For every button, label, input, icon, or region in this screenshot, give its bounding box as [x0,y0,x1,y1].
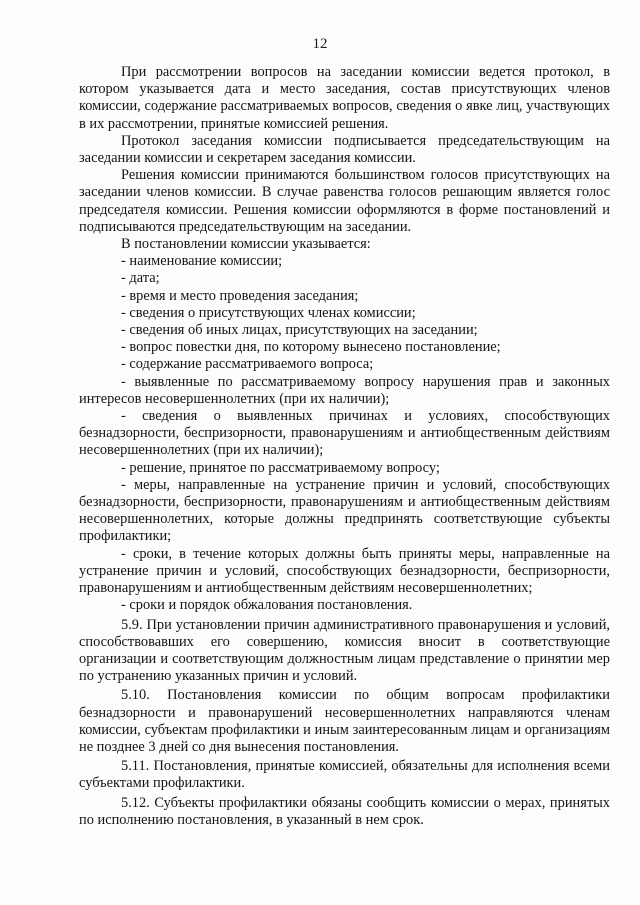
list-item: - решение, принятое по рассматриваемому вопросу; [121,459,440,476]
list-item: - сроки, в течение которых должны быть приняты меры, направленные на устранение причин и условий, способствующих безнадзорности, беспризорности, правонарушениям и антиобщественным действиям несовершеннолетних; [79,545,610,597]
paragraph-decisions: Решения комиссии принимаются большинством голосов присутствующих на заседании членов комиссии. В случае равенства голосов решающим является голос председателя комиссии. Решения комиссии оформляются в форме постановлений и подписываются председательствующим на заседании. [79,167,610,235]
list-item: - выявленные по рассматриваемому вопросу нарушения прав и законных интересов несовершеннолетних (при их наличии); [79,373,610,407]
clause-5-11: 5.11. Постановления, принятые комиссией, обязательны для исполнения всеми субъектами профилактики. [79,758,610,792]
list-item: - дата; [121,270,160,287]
list-item: - наименование комиссии; [121,253,283,270]
clause-5-12: 5.12. Субъекты профилактики обязаны сообщить комиссии о мерах, принятых по исполнению постановления, в указанный в нем срок. [79,794,610,828]
list-item: - сведения о выявленных причинах и условиях, способствующих безнадзорности, беспризорности, правонарушениям и антиобщественным действиям несовершеннолетних (при их наличии); [79,408,610,459]
list-item: - сведения об иных лицах, присутствующих на заседании; [121,322,478,339]
paragraph-protocol: При рассмотрении вопросов на заседании комиссии ведется протокол, в котором указывается дата и место заседания, состав присутствующих членов комиссии, содержание рассматриваемых вопросов, сведения о явке лиц, участвующих в их рассмотрении, принятые комиссией решения. [79,64,610,132]
paragraph-resolution-contents: В постановлении комиссии указывается: [121,236,371,253]
list-item: - время и место проведения заседания; [121,287,359,304]
list-item: - вопрос повестки дня, по которому вынесено постановление; [121,339,501,356]
list-item: - сведения о присутствующих членах комиссии; [121,304,416,321]
list-item: - сроки и порядок обжалования постановления. [121,597,413,614]
clause-5-10: 5.10. Постановления комиссии по общим вопросам профилактики безнадзорности и правонарушений несовершеннолетних направляются членам комиссии, субъектам профилактики и иным заинтересованным лицам и организациям не позднее 3 дней со дня вынесения постановления. [79,687,610,755]
paragraph-protocol-signing: Протокол заседания комиссии подписывается председательствующим на заседании комиссии и секретарем заседания комиссии. [79,132,610,167]
document-body [79,64,610,829]
list-item: - меры, направленные на устранение причин и условий, способствующих безнадзорности, беспризорности, правонарушениям и антиобщественным действиям несовершеннолетних, которые должны предпринять соответствующие субъекты профилактики; [79,476,610,545]
clause-5-9: 5.9. При установлении причин административного правонарушения и условий, способствовавших его совершению, комиссия вносит в соответствующие организации и соответствующим должностным лицам представление о принятии мер по устранению указанных причин и условий. [79,616,610,685]
list-item: - содержание рассматриваемого вопроса; [121,356,374,373]
page-number: 12 [312,36,328,52]
